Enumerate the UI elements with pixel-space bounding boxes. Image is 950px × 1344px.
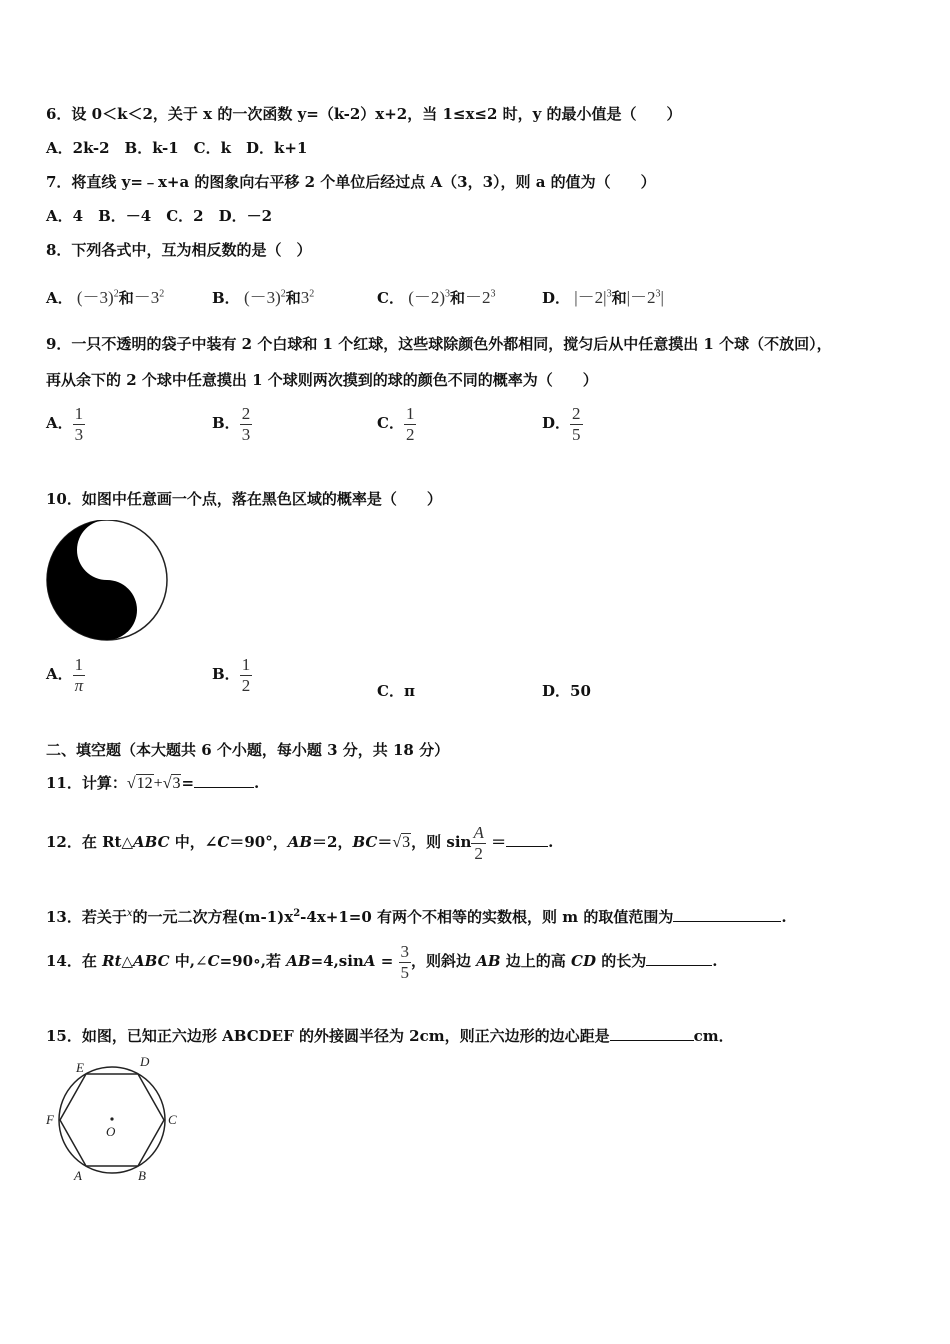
q9-stem-line1: 9．一只不透明的袋子中装有 2 个白球和 1 个红球，这些球除颜色外都相同，搅匀后从中任意摸出 1 个球（不放回）， bbox=[46, 335, 832, 353]
q9-option-c: C． $\frac{1}{2}$ bbox=[377, 404, 415, 444]
q15: 15．如图，已知正六边形 ABCDEF 的外接圆半径为 2cm，则正六边形的边心距是 cm． bbox=[46, 1027, 734, 1045]
answer-blank[interactable] bbox=[506, 832, 548, 847]
q8-stem: 8．下列各式中，互为相反数的是（ ） bbox=[46, 241, 312, 259]
q8-option-b: B． $(-3)^2$和$3^2$ bbox=[212, 288, 315, 307]
q9-option-a: A． $\frac{1}{3}$ bbox=[46, 404, 84, 444]
q9-option-b: B． $\frac{2}{3}$ bbox=[212, 404, 251, 444]
q6-stem: 6．设 0＜k＜2，关于 x 的一次函数 y=（k-2）x+2，当 1≤x≤2 时，y 的最小值是（ ） bbox=[46, 105, 682, 123]
q12: 12．在 Rt△ABC 中，∠C＝90°，AB＝2，BC＝√3，则 sin $\frac{A}{2}$ ＝ . bbox=[46, 823, 554, 863]
label-a: A bbox=[74, 1168, 82, 1182]
label-f: F bbox=[46, 1112, 54, 1127]
q8-option-a: A． $(-3)^2$和$-3^2$ bbox=[46, 288, 165, 307]
q8-option-d: D． $|-2|^3$和$|-2^3|$ bbox=[542, 288, 664, 307]
fraction: $\frac{2}{5}$ bbox=[572, 404, 581, 444]
hexagon-figure bbox=[44, 1052, 184, 1182]
label-e: E bbox=[76, 1060, 84, 1075]
label-c: C bbox=[168, 1112, 177, 1127]
q6-options: A．2k-2 B．k-1 C．k D．k+1 bbox=[46, 139, 308, 157]
answer-blank[interactable] bbox=[194, 773, 254, 788]
q10-option-d: D．50 bbox=[542, 682, 591, 700]
label-b: B bbox=[138, 1168, 146, 1182]
q10-option-b: B． $\frac{1}{2}$ bbox=[212, 655, 251, 695]
q10-option-c: C．π bbox=[377, 682, 415, 700]
q7-stem: 7．将直线 y=﹣x+a 的图象向右平移 2 个单位后经过点 A（3，3），则 a 的值为（ ） bbox=[46, 173, 656, 191]
yin-yang-figure bbox=[46, 520, 170, 642]
fraction: $\frac{1}{3}$ bbox=[74, 404, 84, 444]
answer-blank[interactable] bbox=[646, 951, 712, 966]
q9-stem-line2: 再从余下的 2 个球中任意摸出 1 个球则两次摸到的球的颜色不同的概率为（ ） bbox=[46, 371, 598, 389]
fraction: $\frac{3}{5}$ bbox=[400, 942, 409, 982]
center-dot bbox=[110, 1117, 113, 1120]
q14: 14．在 Rt△ABC 中,∠C=90∘,若 AB=4,sinA = $\frac{3}{5}$ ，则斜边 AB 边上的高 CD 的长为 . bbox=[46, 942, 718, 982]
answer-blank[interactable] bbox=[610, 1026, 694, 1041]
fraction: $\frac{2}{3}$ bbox=[241, 404, 251, 444]
label-o: O bbox=[106, 1124, 116, 1139]
q9-option-d: D． $\frac{2}{5}$ bbox=[542, 404, 581, 444]
fraction: $\frac{1}{2}$ bbox=[405, 404, 415, 444]
q10-option-a: A． $\frac{1}{\pi}$ bbox=[46, 655, 84, 695]
answer-blank[interactable] bbox=[673, 907, 781, 922]
section2-title: 二、填空题（本大题共 6 个小题，每小题 3 分，共 18 分） bbox=[46, 741, 450, 759]
label-d: D bbox=[140, 1054, 150, 1069]
q7-options: A．4 B．－4 C．2 D．－2 bbox=[46, 207, 273, 225]
q10-stem: 10．如图中任意画一个点，落在黑色区域的概率是（ ） bbox=[46, 490, 442, 508]
q11: 11．计算：√12+√3= . bbox=[46, 774, 260, 792]
fraction: $\frac{1}{\pi}$ bbox=[74, 655, 84, 695]
q13: 13．若关于$^x$的一元二次方程$(m-1)x^2-4x+1=0$ 有两个不相等的实数根，则 m 的取值范围为 . bbox=[46, 908, 787, 926]
fraction: $\frac{1}{2}$ bbox=[241, 655, 251, 695]
fraction: $\frac{A}{2}$ bbox=[473, 823, 484, 863]
q8-option-c: C． $(-2)^3$和$-2^3$ bbox=[377, 288, 496, 307]
